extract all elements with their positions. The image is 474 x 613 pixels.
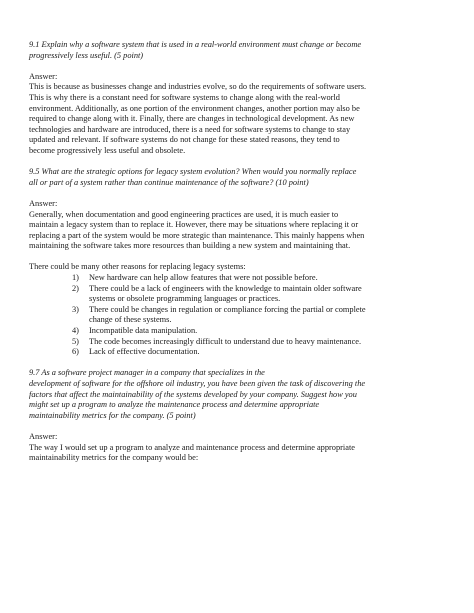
question-line: factors that affect the maintainability of the systems developed by your company. Suggest how you (29, 389, 357, 399)
question-line: all or part of a system rather than continue maintenance of the software? (10 point) (29, 177, 309, 187)
answer-line: maintaining the software takes more resources than building a new system and maintaining that. (29, 241, 351, 251)
answer-label: Answer: (29, 71, 58, 81)
list-item (29, 273, 451, 284)
answer-9-7 (29, 443, 451, 464)
list-item-text: Lack of effective documentation. (89, 347, 200, 357)
list-item (29, 337, 451, 348)
answer-9-5 (29, 210, 451, 252)
list-item (29, 326, 451, 337)
list-item-number: 6) (72, 347, 79, 357)
list-intro: There could be many other reasons for replacing legacy systems: (29, 262, 246, 272)
answer-line: This is why there is a constant need for software systems to change along with the real-world (29, 92, 340, 102)
document-page (29, 40, 451, 464)
list-item-text: There could be a lack of engineers with the knowledge to maintain older software (89, 283, 362, 293)
answer-line: technologies and hardware are introduced, there is a need for software systems to change to stay (29, 124, 351, 134)
list-item-number: 3) (72, 304, 79, 314)
answer-label: Answer: (29, 198, 58, 208)
question-9-1 (29, 40, 451, 61)
answer-label: Answer: (29, 431, 58, 441)
answer-9-1 (29, 82, 451, 156)
list-item-text: New hardware can help allow features that were not possible before. (89, 273, 318, 283)
list-item-text: change of these systems. (89, 315, 172, 325)
list-item-text: systems or obsolete programming languages or practices. (89, 294, 281, 304)
answer-line: become progressively less useful and obsolete. (29, 145, 186, 155)
answer-line: maintainability metrics for the company would be: (29, 453, 199, 463)
answer-line: This is because as businesses change and industries evolve, so do the requirements of software users. (29, 82, 367, 92)
answer-line: updated and relevant. If software systems do not change for these stated reasons, they tend to (29, 135, 340, 145)
question-line: development of software for the offshore oil industry, you have been given the task of discovering the (29, 379, 366, 388)
question-line: might set up a program to analyze the maintenance process and determine appropriate (29, 400, 320, 410)
answer-line: environment. Additionally, as one portion of the environment changes, another portion may also be (29, 103, 360, 113)
question-line: maintainability metrics for the company. (5 point) (29, 410, 196, 420)
question-line: progressively less useful. (5 point) (29, 50, 144, 60)
list-item (29, 305, 451, 326)
list-item-text: The code becomes increasingly difficult to understand due to heavy maintenance. (89, 336, 362, 346)
replacement-reasons-list (29, 273, 451, 358)
question-line: 9.5 What are the strategic options for legacy system evolution? When would you normally replace (29, 167, 357, 177)
list-item (29, 284, 451, 305)
question-9-7 (29, 368, 451, 421)
list-item-number: 2) (72, 283, 79, 293)
question-9-5 (29, 167, 451, 188)
list-item-number: 4) (72, 326, 79, 336)
list-item-text: Incompatible data manipulation. (89, 326, 198, 336)
list-item (29, 347, 451, 358)
answer-line: The way I would set up a program to analyze and maintenance process and determine appropriate (29, 442, 355, 452)
question-line: 9.7 As a software project manager in a company that specializes in the (29, 368, 265, 378)
list-item-text: There could be changes in regulation or compliance forcing the partial or complete (89, 304, 366, 314)
answer-line: maintain a legacy system than to replace it. However, there may be situations where replacing it or (29, 220, 359, 230)
list-item-number: 5) (72, 336, 79, 346)
answer-line: replacing a part of the system would be more strategic than maintenance. This mainly happens when (29, 230, 365, 240)
list-item-number: 1) (72, 273, 79, 283)
answer-line: Generally, when documentation and good engineering practices are used, it is much easier to (29, 209, 339, 219)
answer-line: required to change along with it. Finally, there are changes in technological development. As new (29, 114, 355, 124)
question-line: 9.1 Explain why a software system that is used in a real-world environment must change or become (29, 40, 362, 49)
